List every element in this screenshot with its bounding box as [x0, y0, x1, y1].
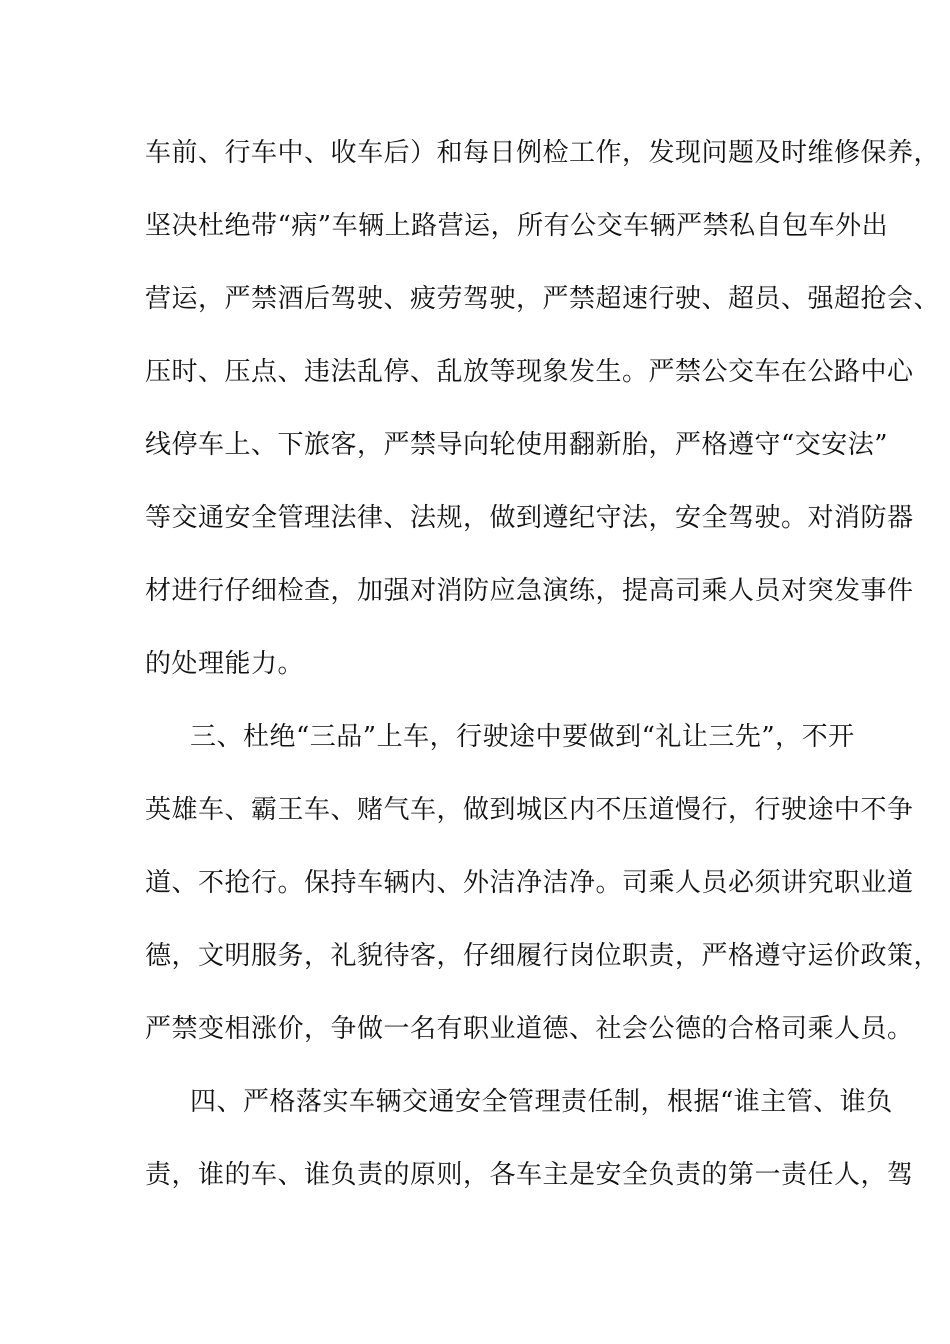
text-line: 责，谁的车、谁负责的原则，各车主是安全负责的第一责任人，驾	[145, 1160, 914, 1190]
text-line: 的处理能力。	[145, 649, 305, 679]
text-line: 严禁变相涨价，争做一名有职业道德、社会公德的合格司乘人员。	[145, 1014, 914, 1044]
text-line: 等交通安全管理法律、法规，做到遵纪守法，安全驾驶。对消防器	[145, 503, 914, 533]
text-line: 车前、行车中、收车后）和每日例检工作，发现问题及时维修保养，	[145, 138, 941, 168]
paragraph-start-line: 三、杜绝“三品”上车，行驶途中要做到“礼让三先”，不开	[190, 722, 855, 752]
text-line: 营运，严禁酒后驾驶、疲劳驾驶，严禁超速行驶、超员、强超抢会、	[145, 284, 941, 314]
text-line: 道、不抢行。保持车辆内、外洁净洁净。司乘人员必须讲究职业道	[145, 868, 914, 898]
text-line: 材进行仔细检查，加强对消防应急演练，提高司乘人员对突发事件	[145, 576, 914, 606]
text-line: 坚决杜绝带“病”车辆上路营运，所有公交车辆严禁私自包车外出	[145, 211, 889, 241]
text-line: 英雄车、霸王车、赌气车，做到城区内不压道慢行，行驶途中不争	[145, 795, 914, 825]
paragraph-start-line: 四、严格落实车辆交通安全管理责任制，根据“谁主管、谁负	[190, 1087, 893, 1117]
text-line: 德，文明服务，礼貌待客，仔细履行岗位职责，严格遵守运价政策，	[145, 941, 941, 971]
text-line: 线停车上、下旅客，严禁导向轮使用翻新胎，严格遵守“交安法”	[145, 430, 889, 460]
text-line: 压时、压点、违法乱停、乱放等现象发生。严禁公交车在公路中心	[145, 357, 914, 387]
